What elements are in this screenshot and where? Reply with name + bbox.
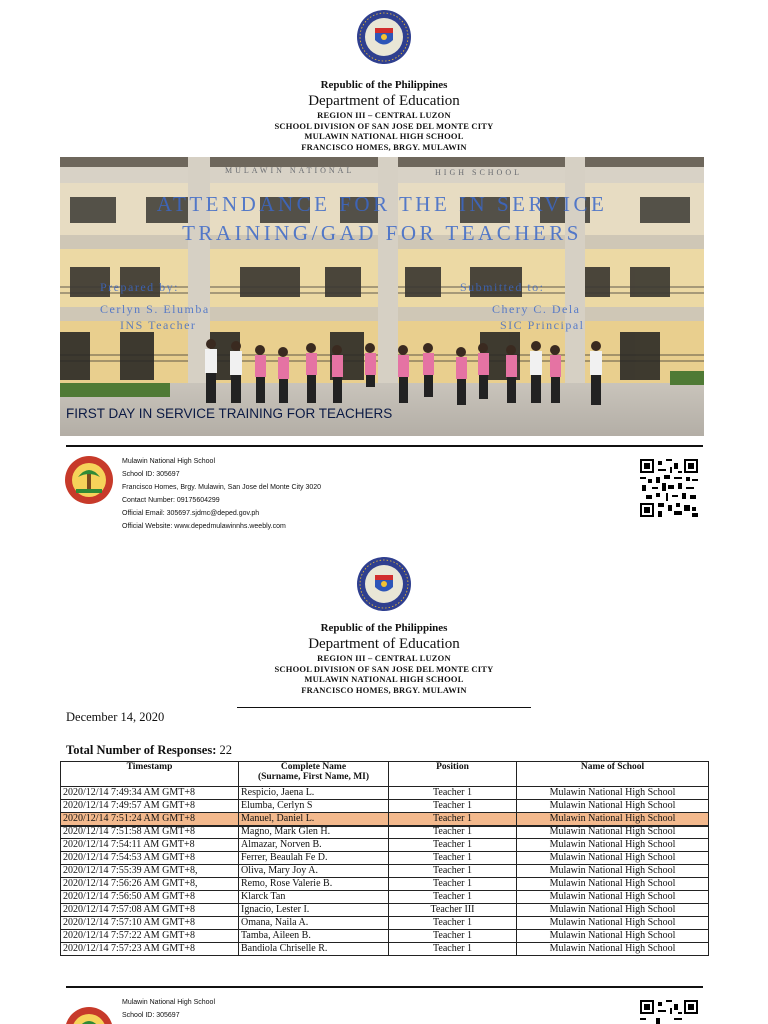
- cell-name: Manuel, Daniel L.: [239, 813, 389, 826]
- qr-code-icon: [640, 1000, 698, 1024]
- cell-school: Mulawin National High School: [517, 878, 709, 891]
- cell-position: Teacher 1: [389, 839, 517, 852]
- table-header-row: [61, 762, 709, 787]
- footer-divider: [66, 445, 703, 447]
- department-text: Department of Education: [308, 636, 460, 652]
- footer-school-name: Mulawin National High School: [122, 999, 215, 1006]
- page-footer: [64, 996, 704, 1024]
- attendance-table: [60, 761, 709, 956]
- cover-banner: [60, 157, 704, 436]
- table-row: [61, 904, 709, 917]
- footer-contact: Contact Number: 09175604299: [122, 497, 220, 504]
- cell-name: Oliva, Mary Joy A.: [239, 865, 389, 878]
- cell-position: Teacher 1: [389, 852, 517, 865]
- report-date: December 14, 2020: [66, 710, 165, 724]
- footer-contact-block: [122, 455, 321, 533]
- cell-position: Teacher 1: [389, 878, 517, 891]
- cell-position: Teacher III: [389, 904, 517, 917]
- region-text: REGION III – CENTRAL LUZON: [317, 110, 451, 120]
- cell-name: Tamba, Aileen B.: [239, 930, 389, 943]
- cell-position: Teacher 1: [389, 813, 517, 826]
- cell-position: Teacher 1: [389, 865, 517, 878]
- footer-school-name: Mulawin National High School: [122, 458, 215, 465]
- footer-website: Official Website: www.depedmulawinnhs.weebly.com: [122, 523, 286, 530]
- division-text: SCHOOL DIVISION OF SAN JOSE DEL MONTE CITY: [274, 120, 494, 131]
- cell-timestamp: 2020/12/14 7:54:53 AM GMT+8: [61, 852, 239, 865]
- cell-timestamp: 2020/12/14 7:51:58 AM GMT+8: [61, 826, 239, 839]
- cell-position: Teacher 1: [389, 930, 517, 943]
- school-text: MULAWIN NATIONAL HIGH SCHOOL: [304, 674, 464, 684]
- cell-timestamp: 2020/12/14 7:56:50 AM GMT+8: [61, 891, 239, 904]
- submitted-name: Chery C. Dela: [492, 302, 581, 316]
- banner-caption: FIRST DAY IN SERVICE TRAINING FOR TEACHERS: [66, 406, 393, 421]
- col-complete-name: [239, 762, 389, 787]
- cell-name: Almazar, Norven B.: [239, 839, 389, 852]
- table-row: [61, 943, 709, 956]
- school-logo-icon: [64, 1006, 114, 1024]
- table-row: [61, 891, 709, 904]
- deped-seal: [355, 8, 413, 66]
- cell-position: Teacher 1: [389, 800, 517, 813]
- footer-contact-block: [122, 996, 215, 1022]
- cell-timestamp: 2020/12/14 7:51:24 AM GMT+8: [61, 813, 239, 826]
- cell-name: Remo, Rose Valerie B.: [239, 878, 389, 891]
- attendance-table-body: [61, 787, 709, 956]
- cell-school: Mulawin National High School: [517, 904, 709, 917]
- total-label: Total Number of Responses:: [66, 743, 217, 757]
- header-divider: [237, 707, 531, 708]
- cell-school: Mulawin National High School: [517, 787, 709, 800]
- cell-position: Teacher 1: [389, 787, 517, 800]
- table-row: [61, 930, 709, 943]
- total-responses: [66, 743, 232, 758]
- table-row: [61, 917, 709, 930]
- cell-school: Mulawin National High School: [517, 800, 709, 813]
- cell-timestamp: 2020/12/14 7:49:57 AM GMT+8: [61, 800, 239, 813]
- col-name-line2: (Surname, First Name, MI): [257, 771, 370, 782]
- cell-school: Mulawin National High School: [517, 930, 709, 943]
- republic-text: Republic of the Philippines: [320, 622, 448, 634]
- total-value: 22: [219, 743, 232, 757]
- banner-title-line1: ATTENDANCE FOR THE IN SERVICE: [156, 192, 608, 216]
- address-text: FRANCISCO HOMES, BRGY. MULAWIN: [301, 684, 467, 695]
- letterhead: [0, 80, 768, 151]
- division-text: SCHOOL DIVISION OF SAN JOSE DEL MONTE CITY: [274, 663, 494, 674]
- page-footer: [64, 455, 704, 530]
- cell-name: Ferrer, Beaulah Fe D.: [239, 852, 389, 865]
- department-text: Department of Education: [308, 93, 460, 109]
- table-row: [61, 813, 709, 826]
- cell-timestamp: 2020/12/14 7:57:08 AM GMT+8: [61, 904, 239, 917]
- cell-school: Mulawin National High School: [517, 813, 709, 826]
- cell-school: Mulawin National High School: [517, 865, 709, 878]
- cell-school: Mulawin National High School: [517, 852, 709, 865]
- cell-name: Magno, Mark Glen H.: [239, 826, 389, 839]
- cell-name: Klarck Tan: [239, 891, 389, 904]
- school-text: MULAWIN NATIONAL HIGH SCHOOL: [304, 131, 464, 141]
- table-row: [61, 800, 709, 813]
- cell-position: Teacher 1: [389, 943, 517, 956]
- cell-school: Mulawin National High School: [517, 891, 709, 904]
- cell-timestamp: 2020/12/14 7:57:22 AM GMT+8: [61, 930, 239, 943]
- prepared-name: Cerlyn S. Elumba: [100, 302, 210, 316]
- cell-name: Ignacio, Lester I.: [239, 904, 389, 917]
- building-sign-right: HIGH SCHOOL: [435, 168, 522, 177]
- table-row: [61, 839, 709, 852]
- cell-name: Bandiola Chriselle R.: [239, 943, 389, 956]
- republic-text: Republic of the Philippines: [320, 79, 448, 91]
- letterhead: [0, 623, 768, 694]
- prepared-label: Prepared by:: [100, 280, 179, 294]
- deped-seal: [355, 555, 413, 613]
- qr-code-icon: [640, 459, 698, 517]
- cell-position: Teacher 1: [389, 891, 517, 904]
- cell-timestamp: 2020/12/14 7:55:39 AM GMT+8,: [61, 865, 239, 878]
- col-position: Position: [389, 762, 517, 787]
- col-timestamp: Timestamp: [61, 762, 239, 787]
- cell-name: Respicio, Jaena L.: [239, 787, 389, 800]
- cell-school: Mulawin National High School: [517, 839, 709, 852]
- col-school: Name of School: [517, 762, 709, 787]
- table-row: [61, 787, 709, 800]
- footer-address: Francisco Homes, Brgy. Mulawin, San Jose del Monte City 3020: [122, 484, 322, 491]
- table-row: [61, 852, 709, 865]
- banner-title-line2: TRAINING/GAD FOR TEACHERS: [182, 221, 582, 245]
- address-text: FRANCISCO HOMES, BRGY. MULAWIN: [301, 141, 467, 152]
- table-row: [61, 865, 709, 878]
- cell-school: Mulawin National High School: [517, 943, 709, 956]
- building-sign-left: MULAWIN NATIONAL: [225, 166, 355, 175]
- prepared-role: INS Teacher: [120, 318, 197, 332]
- cell-school: Mulawin National High School: [517, 826, 709, 839]
- footer-email: Official Email: 305697.sjdmc@deped.gov.ph: [122, 510, 260, 517]
- footer-divider: [66, 986, 703, 988]
- footer-school-id: School ID: 305697: [122, 1012, 180, 1019]
- cell-timestamp: 2020/12/14 7:57:10 AM GMT+8: [61, 917, 239, 930]
- submitted-role: SIC Principal: [500, 318, 585, 332]
- cell-timestamp: 2020/12/14 7:57:23 AM GMT+8: [61, 943, 239, 956]
- cell-timestamp: 2020/12/14 7:56:26 AM GMT+8,: [61, 878, 239, 891]
- cell-school: Mulawin National High School: [517, 917, 709, 930]
- cell-name: Elumba, Cerlyn S: [239, 800, 389, 813]
- cell-position: Teacher 1: [389, 917, 517, 930]
- footer-school-id: School ID: 305697: [122, 471, 180, 478]
- table-row: [61, 878, 709, 891]
- region-text: REGION III – CENTRAL LUZON: [317, 653, 451, 663]
- col-name-line1: Complete Name: [280, 762, 347, 772]
- cell-timestamp: 2020/12/14 7:49:34 AM GMT+8: [61, 787, 239, 800]
- cell-timestamp: 2020/12/14 7:54:11 AM GMT+8: [61, 839, 239, 852]
- cell-name: Omana, Naila A.: [239, 917, 389, 930]
- cell-position: Teacher 1: [389, 826, 517, 839]
- school-logo-icon: [64, 455, 114, 505]
- table-row: [61, 826, 709, 839]
- submitted-label: Submitted to:: [460, 280, 545, 294]
